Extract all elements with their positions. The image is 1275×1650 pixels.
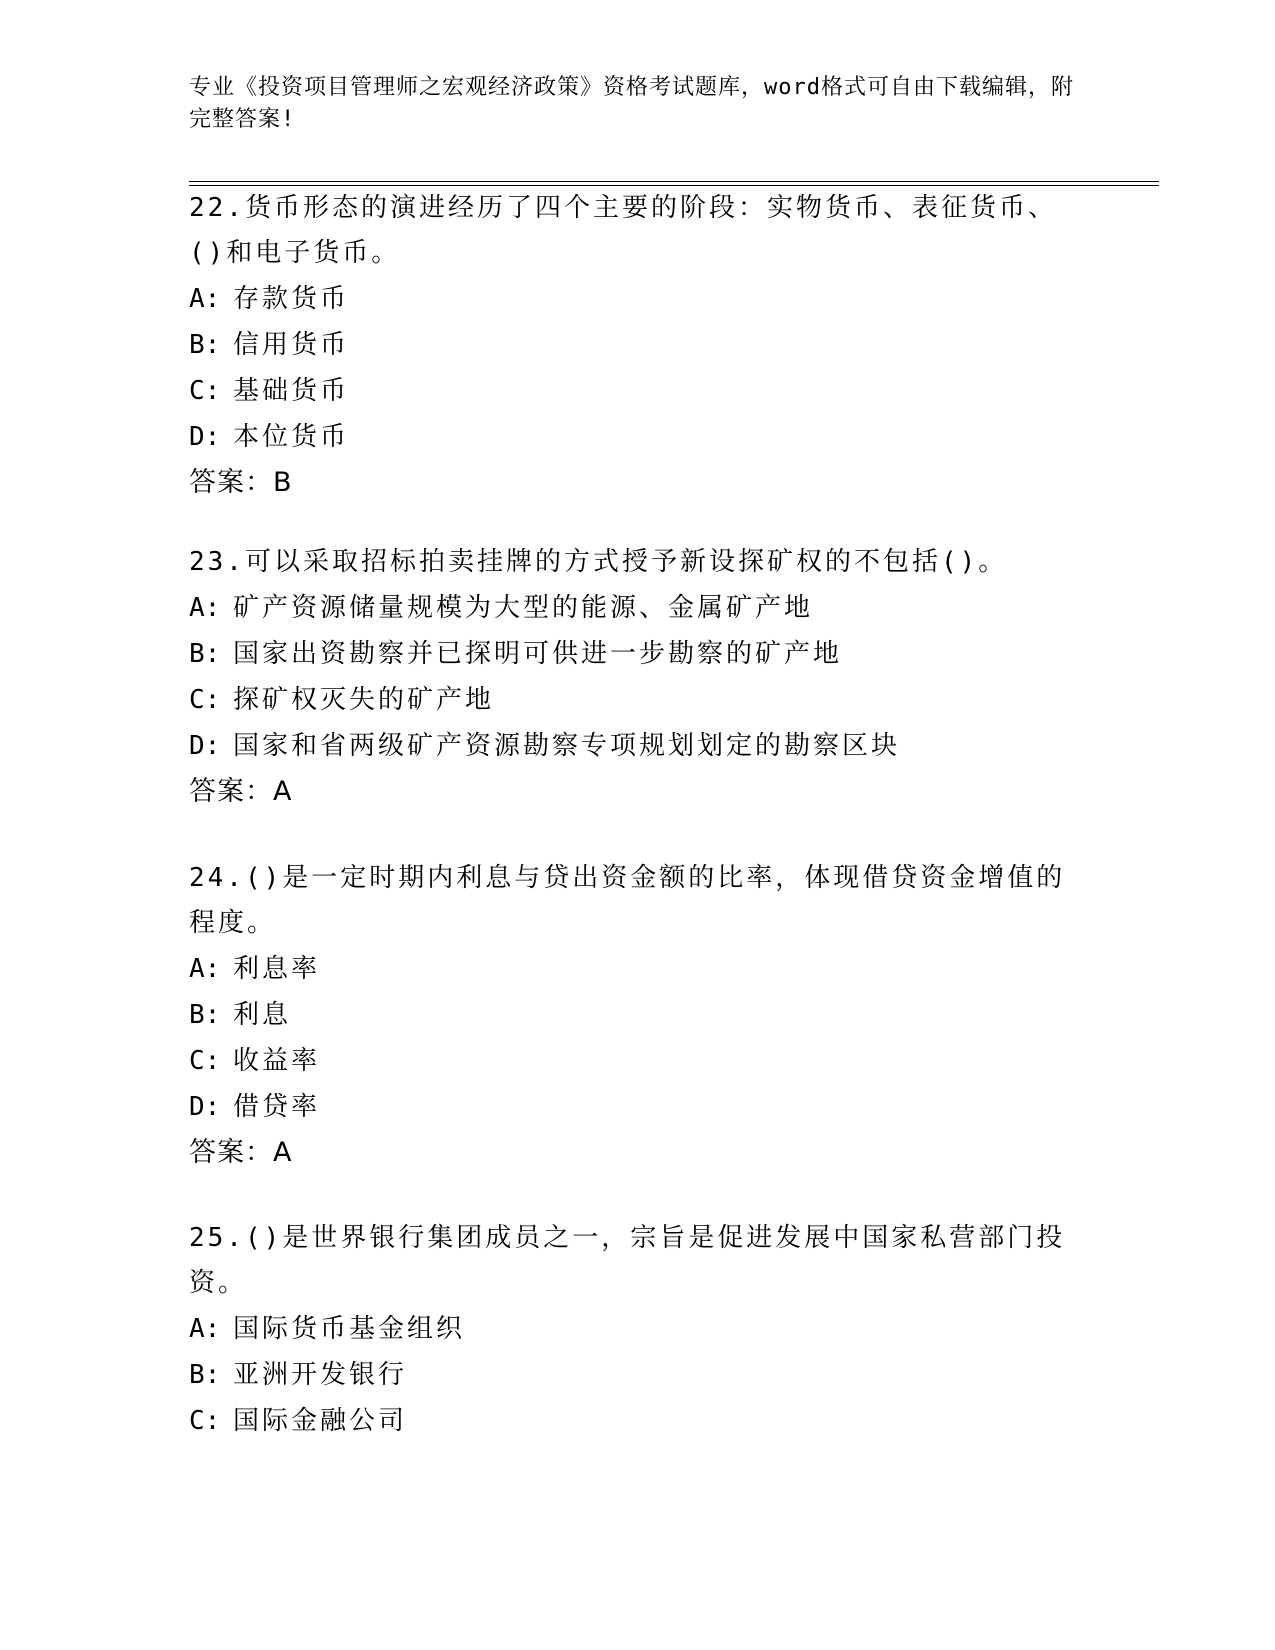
option-letter: B: bbox=[189, 1360, 221, 1390]
option-d bbox=[189, 1084, 1089, 1130]
option-d bbox=[189, 723, 1089, 769]
option-text: 收益率 bbox=[233, 1046, 321, 1076]
question-stem: 25.()是世界银行集团成员之一，宗旨是促进发展中国家私营部门投资。 bbox=[189, 1223, 1066, 1298]
document-intro: 专业《投资项目管理师之宏观经济政策》资格考试题库，word格式可自由下载编辑，附完整答案! bbox=[189, 75, 1074, 132]
option-b bbox=[189, 631, 1089, 677]
option-text: 国际金融公司 bbox=[233, 1406, 408, 1436]
option-b bbox=[189, 1352, 1089, 1398]
option-text: 利息 bbox=[233, 1000, 292, 1030]
option-letter: A: bbox=[189, 1314, 221, 1344]
option-text: 存款货币 bbox=[233, 284, 350, 314]
option-letter: A: bbox=[189, 284, 221, 314]
option-text: 基础货币 bbox=[233, 376, 350, 406]
header-divider-top bbox=[189, 181, 1159, 182]
option-letter: C: bbox=[189, 1046, 221, 1076]
option-text: 本位货币 bbox=[233, 422, 350, 452]
option-letter: B: bbox=[189, 639, 221, 669]
option-c bbox=[189, 1038, 1089, 1084]
question-24 bbox=[189, 856, 1089, 1176]
option-a bbox=[189, 1306, 1089, 1352]
option-text: 矿产资源储量规模为大型的能源、金属矿产地 bbox=[233, 593, 814, 623]
option-letter: B: bbox=[189, 330, 221, 360]
question-stem: 24.()是一定时期内利息与贷出资金额的比率，体现借贷资金增值的程度。 bbox=[189, 863, 1066, 938]
option-a bbox=[189, 946, 1089, 992]
option-text: 借贷率 bbox=[233, 1092, 321, 1122]
option-letter: D: bbox=[189, 422, 221, 452]
option-text: 亚洲开发银行 bbox=[233, 1360, 408, 1390]
option-letter: C: bbox=[189, 685, 221, 715]
option-c bbox=[189, 368, 1089, 414]
option-letter: A: bbox=[189, 593, 221, 623]
option-b bbox=[189, 322, 1089, 368]
option-letter: C: bbox=[189, 376, 221, 406]
option-letter: C: bbox=[189, 1406, 221, 1436]
option-text: 国家和省两级矿产资源勘察专项规划划定的勘察区块 bbox=[233, 731, 901, 761]
question-22 bbox=[189, 186, 1089, 506]
question-stem: 22.货币形态的演进经历了四个主要的阶段：实物货币、表征货币、()和电子货币。 bbox=[189, 193, 1057, 268]
answer: 答案：B bbox=[189, 467, 293, 498]
option-c bbox=[189, 1398, 1089, 1444]
option-letter: D: bbox=[189, 1092, 221, 1122]
question-25 bbox=[189, 1216, 1089, 1444]
option-text: 探矿权灭失的矿产地 bbox=[233, 685, 495, 715]
answer: 答案：A bbox=[189, 776, 293, 807]
option-a bbox=[189, 585, 1089, 631]
option-text: 信用货币 bbox=[233, 330, 350, 360]
option-text: 国家出资勘察并已探明可供进一步勘察的矿产地 bbox=[233, 639, 843, 669]
option-letter: D: bbox=[189, 731, 221, 761]
answer: 答案：A bbox=[189, 1137, 293, 1168]
option-b bbox=[189, 992, 1089, 1038]
option-text: 利息率 bbox=[233, 954, 321, 984]
question-23 bbox=[189, 540, 1089, 815]
option-d bbox=[189, 414, 1089, 460]
option-letter: A: bbox=[189, 954, 221, 984]
question-stem: 23.可以采取招标拍卖挂牌的方式授予新设探矿权的不包括()。 bbox=[189, 547, 1008, 577]
option-a bbox=[189, 276, 1089, 322]
option-c bbox=[189, 677, 1089, 723]
option-letter: B: bbox=[189, 1000, 221, 1030]
option-text: 国际货币基金组织 bbox=[233, 1314, 466, 1344]
